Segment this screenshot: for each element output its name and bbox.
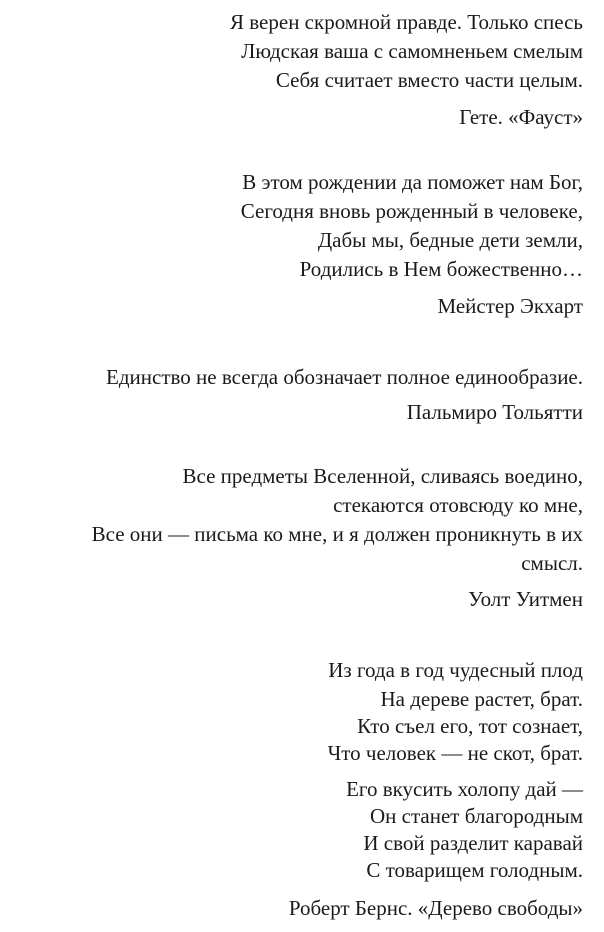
quote-line: Сегодня вновь рожденный в человеке, <box>240 199 583 223</box>
quote-author: Пальмиро Тольятти <box>406 400 583 424</box>
quote-line: Все они — письма ко мне, и я должен проникнуть в их <box>91 522 583 546</box>
quote-author: Гете. «Фауст» <box>459 105 583 129</box>
quote-author: Уолт Уитмен <box>468 587 583 611</box>
quote-author: Роберт Бернс. «Дерево свободы» <box>288 896 583 920</box>
quote-line: Его вкусить холопу дай — <box>346 777 583 801</box>
quote-line: Все предметы Вселенной, сливаясь воедино, <box>182 464 583 488</box>
quote-line: Он станет благородным <box>370 804 583 828</box>
quote-line: На дереве растет, брат. <box>380 687 583 711</box>
quote-line: Кто съел его, тот сознает, <box>357 714 583 738</box>
quote-line: Что человек — не скот, брат. <box>327 741 583 765</box>
quote-line: В этом рождении да поможет нам Бог, <box>242 170 583 194</box>
quote-line: И свой разделит каравай <box>363 831 583 855</box>
quote-line: Дабы мы, бедные дети земли, <box>317 228 583 252</box>
quote-line: С товарищем голодным. <box>366 858 583 882</box>
quote-line: Единство не всегда обозначает полное единообразие. <box>106 365 583 389</box>
quote-author: Мейстер Экхарт <box>437 294 583 318</box>
quote-line: Я верен скромной правде. Только спесь <box>230 10 583 34</box>
quote-line: Себя считает вместо части целым. <box>275 68 583 92</box>
quote-line: Людская ваша с самомненьем смелым <box>241 39 583 63</box>
quote-line: стекаются отовсюду ко мне, <box>333 493 583 517</box>
quote-line: смысл. <box>521 551 583 575</box>
quote-line: Родились в Нем божественно… <box>299 257 583 281</box>
quote-line: Из года в год чудесный плод <box>328 658 583 682</box>
